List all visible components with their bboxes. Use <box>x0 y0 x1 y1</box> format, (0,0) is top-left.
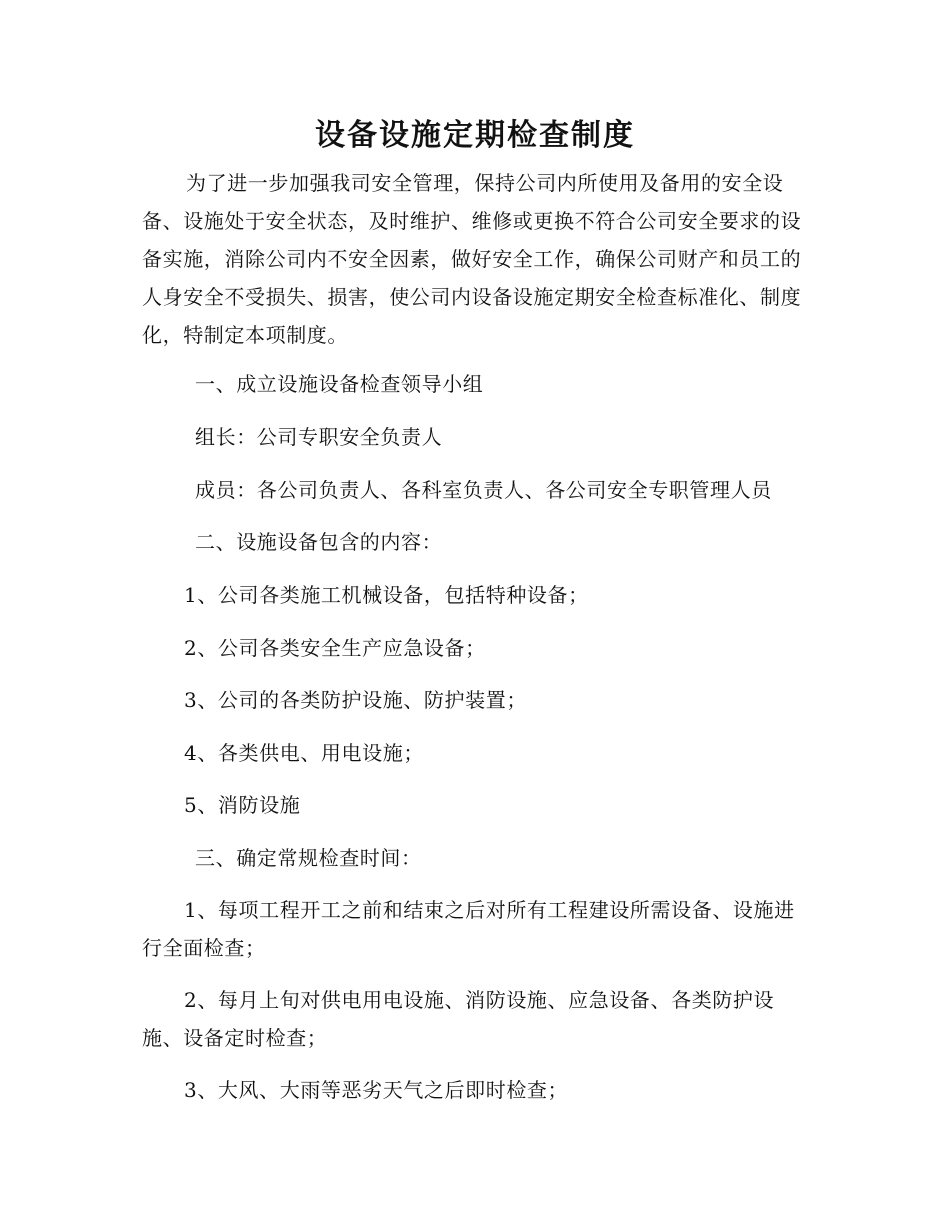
section-1-heading: 一、成立设施设备检查领导小组 <box>195 372 484 396</box>
list-item: 1、公司各类施工机械设备，包括特种设备； <box>184 583 589 607</box>
team-leader-line: 组长：公司专职安全负责人 <box>195 425 443 449</box>
list-item: 5、消防设施 <box>184 793 301 817</box>
team-members-line: 成员：各公司负责人、各科室负责人、各公司安全专职管理人员 <box>195 478 772 502</box>
intro-paragraph: 为了进一步加强我司安全管理，保持公司内所使用及备用的安全设备、设施处于安全状态，及时维护、维修或更换不符合公司安全要求的设备实施，消除公司内不安全因素，做好安全工作，确保公司财产和员工的人身安全不受损失、损害，使公司内设备设施定期安全检查标准化、制度化，特制定本项制度。 <box>142 171 802 347</box>
section-3-heading: 三、确定常规检查时间： <box>195 846 422 870</box>
list-item: 2、每月上旬对供电用电设施、消防设施、应急设备、各类防护设施、设备定时检查； <box>142 988 775 1050</box>
document-title: 设备设施定期检查制度 <box>315 118 635 153</box>
list-item: 1、每项工程开工之前和结束之后对所有工程建设所需设备、设施进行全面检查； <box>142 898 795 960</box>
list-item: 3、大风、大雨等恶劣天气之后即时检查； <box>184 1078 569 1102</box>
section-2-heading: 二、设施设备包含的内容： <box>195 530 443 554</box>
list-item: 3、公司的各类防护设施、防护装置； <box>184 688 527 712</box>
list-item: 2、公司各类安全生产应急设备； <box>184 636 486 660</box>
list-item: 4、各类供电、用电设施； <box>184 741 424 765</box>
